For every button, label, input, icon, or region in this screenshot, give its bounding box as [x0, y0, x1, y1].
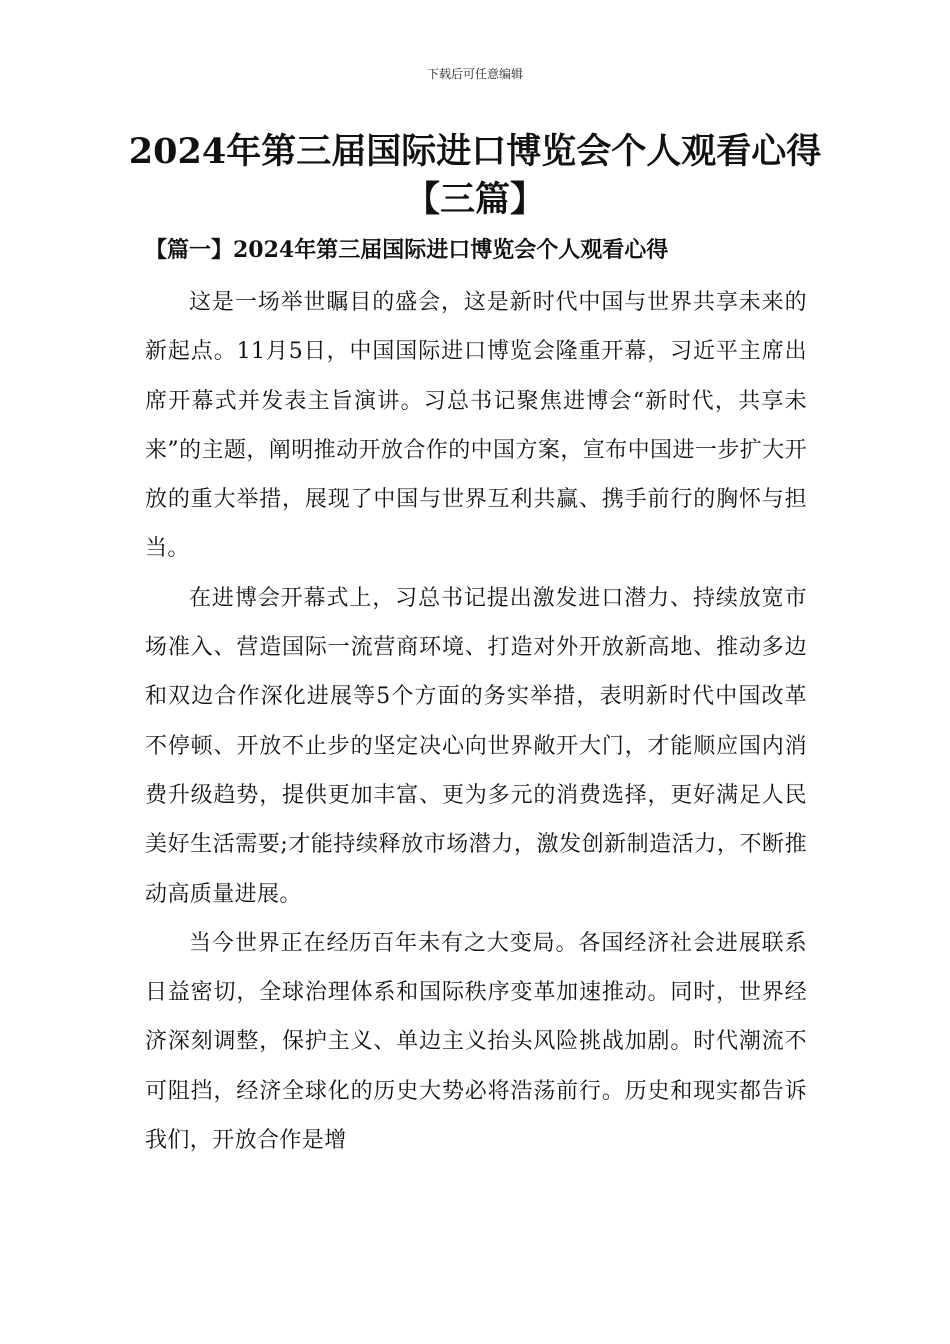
document-title: 2024年第三届国际进口博览会个人观看心得【三篇】 [128, 131, 822, 220]
paragraph: 在进博会开幕式上，习总书记提出激发进口潜力、持续放宽市场准入、营造国际一流营商环境、打造对外开放新高地、推动多边和双边合作深化进展等5个方面的务实举措，表明新时代中国改革不停顿、开放不止步的坚定决心向世界敞开大门，才能顺应国内消费升级趋势，提供更加丰富、更为多元的消费选择，更好满足人民美好生活需要;才能持续释放市场潜力，激发创新制造活力，不断推动高质量进展。 [145, 585, 807, 907]
section-heading: 【篇一】2024年第三届国际进口博览会个人观看心得 [145, 237, 669, 263]
document-body [145, 278, 807, 1165]
paragraph: 当今世界正在经历百年未有之大变局。各国经济社会进展联系日益密切，全球治理体系和国际秩序变革加速推动。同时，世界经济深刻调整，保护主义、单边主义抬头风险挑战加剧。时代潮流不可阻挡，经济全球化的历史大势必将浩荡前行。历史和现实都告诉我们，开放合作是增 [145, 930, 807, 1154]
paragraph: 这是一场举世瞩目的盛会，这是新时代中国与世界共享未来的新起点。11月5日，中国国际进口博览会隆重开幕，习近平主席出席开幕式并发表主旨演讲。习总书记聚焦进博会“新时代，共享未来”的主题，阐明推动开放合作的中国方案，宣布中国进一步扩大开放的重大举措，展现了中国与世界互利共赢、携手前行的胸怀与担当。 [145, 290, 807, 562]
page-header-note: 下载后可任意编辑 [426, 67, 523, 81]
